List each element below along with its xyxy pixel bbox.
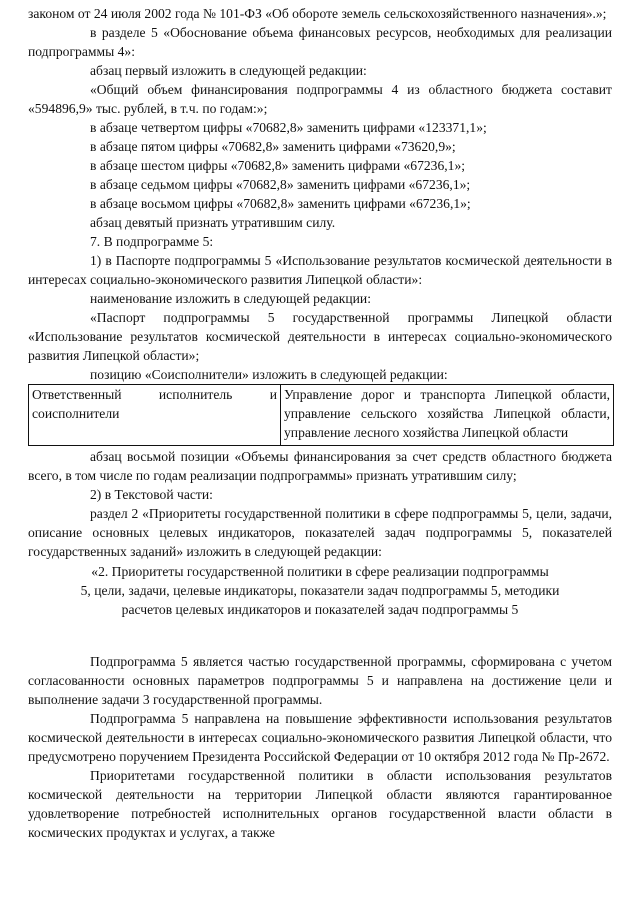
body-paragraph-2: Подпрограмма 5 направлена на повышение эффективности использования результатов космической деятельности в интересах социально-экономического развития Липецкой области, что предусмотрено поручением Президента Российской Федерации от 10 октября 2012 года № Пр-2672. (28, 711, 612, 764)
body-paragraph-1: Подпрограмма 5 является частью государственной программы, сформирована с учетом согласованности основных параметров подпрограммы 5 и направлена на достижение цели и выполнение задачи 3 государственной программы. (28, 654, 612, 707)
paragraph-position-coexecutors: позицию «Соисполнители» изложить в следующей редакции: (90, 367, 448, 382)
table-cell-responsible (29, 385, 281, 446)
paragraph-fourth: в абзаце четвертом цифры «70682,8» заменить цифрами «123371,1»; (90, 120, 487, 135)
paragraph-abzac-eighth-position: абзац восьмой позиции «Объемы финансирования за счет средств областного бюджета всего, в том числе по годам реализации подпрограммы» признать утратившим силу; (28, 449, 612, 483)
paragraph-name-edit: наименование изложить в следующей редакции: (90, 291, 371, 306)
section-heading-line1: «2. Приоритеты государственной политики в сфере реализации подпрограммы (91, 564, 549, 579)
paragraph-total-volume: «Общий объем финансирования подпрограммы 4 из областного бюджета составит «594896,9» тыс. рублей, в т.ч. по годам:»; (28, 82, 612, 116)
paragraph-sixth: в абзаце шестом цифры «70682,8» заменить цифрами «67236,1»; (90, 158, 466, 173)
paragraph-section-2: раздел 2 «Приоритеты государственной политики в сфере подпрограммы 5, цели, задачи, описание основных целевых индикаторов, показателей задач подпрограммы 5, показателей государственных заданий» изложить в следующей редакции: (28, 506, 612, 559)
paragraph-seventh: в абзаце седьмом цифры «70682,8» заменить цифрами «67236,1»; (90, 177, 471, 192)
table-cell-responsible-line2: соисполнители (32, 406, 120, 421)
section-heading-line3: расчетов целевых индикаторов и показателей задач подпрограммы 5 (121, 602, 519, 617)
paragraph-subprogram-5: 7. В подпрограмме 5: (90, 234, 214, 249)
paragraph-first-abzac: абзац первый изложить в следующей редакции: (90, 63, 367, 78)
paragraph-passport-title: «Паспорт подпрограммы 5 государственной программы Липецкой области «Использование результатов космической деятельности в интересах социально-экономического развития Липецкой области»; (28, 310, 612, 363)
section-heading (28, 562, 612, 619)
paragraph-fifth: в абзаце пятом цифры «70682,8» заменить цифрами «73620,9»; (90, 139, 456, 154)
paragraph-law-reference: законом от 24 июля 2002 года № 101-ФЗ «Об обороте земель сельскохозяйственного назначения».»; (28, 6, 607, 21)
paragraph-passport: 1) в Паспорте подпрограммы 5 «Использование результатов космической деятельности в интересах социально-экономического развития Липецкой области»: (28, 253, 612, 287)
table-cell-responsible-line1: Ответственный исполнитель и (32, 387, 277, 402)
paragraph-ninth: абзац девятый признать утратившим силу. (90, 215, 336, 230)
coexecutors-table (28, 384, 614, 446)
body-paragraph-3: Приоритетами государственной политики в области использования результатов космической деятельности на территории Липецкой области являются гарантированное удовлетворение потребностей исполнительных органов государственной власти области в космических продуктах и услугах, а также (28, 768, 612, 840)
section-heading-line2: 5, цели, задачи, целевые индикаторы, показатели задач подпрограммы 5, методики (80, 583, 560, 598)
paragraph-text-part: 2) в Текстовой части: (90, 487, 213, 502)
paragraph-eighth: в абзаце восьмом цифры «70682,8» заменить цифрами «67236,1»; (90, 196, 471, 211)
spacer (28, 619, 612, 652)
table-cell-departments: Управление дорог и транспорта Липецкой области, управление сельского хозяйства Липецкой области, управление лесного хозяйства Липецкой области (281, 385, 614, 446)
paragraph-section-5: в разделе 5 «Обоснование объема финансовых ресурсов, необходимых для реализации подпрограммы 4»: (28, 25, 612, 59)
table-row (29, 385, 614, 446)
